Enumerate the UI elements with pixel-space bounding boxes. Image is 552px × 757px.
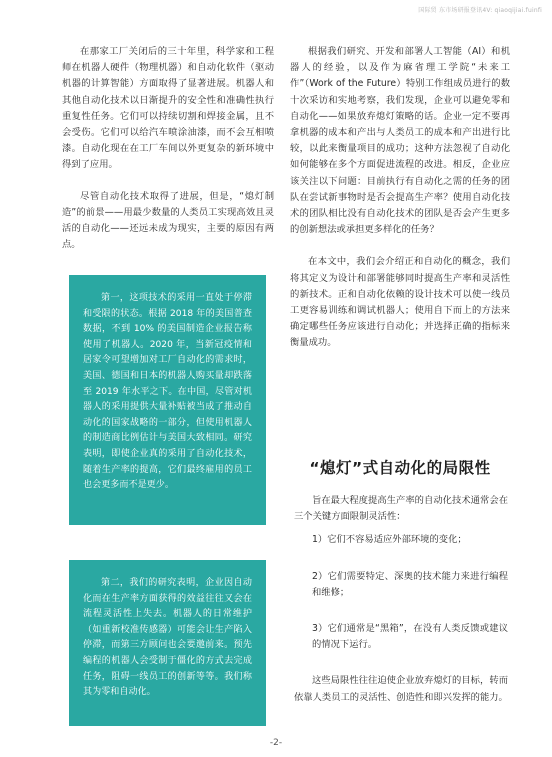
right-paragraph-1: 根据我们研究、开发和部署人工智能（AI）和机器人的经验，以及作为麻省理工学院“未来工作”（Work of the Future）特别工作组成员进行的数十次采访和实地考察，我们发现，企业可以避免零和自动化——如果放弃熄灯策略的话。企业一定不要再拿机器的成本和产出与人类员工的成本和产出进行比较，以此来衡量项目的成功；这种方法忽视了自动化如何能够在多个方面促进流程的改进。相反，企业应该关注以下问题：目前执行有自动化之需的任务的团队在尝试新事物时是否会提高生产率？使用自动化技术的团队相比没有自动化技术的团队是否会产生更多的创新想法或承担更多样化的任务？ (290, 46, 510, 236)
highlight-box-second (69, 560, 266, 726)
list-item-3: 3）它们通常是“黑箱”，在没有人类反馈或建议的情况下运行。 (312, 623, 508, 651)
highlight-box-first-text: 第一，这项技术的采用一直处于停滞和受限的状态。根据 2018 年的美国普查数据，不到 10% 的美国制造企业报告称使用了机器人。2020 年，当新冠疫情和居家令可望增加对工厂自动化的需求时，美国、德国和日本的机器人购买量却跌落至 2019 年水平之下。在中国，尽管对机器人的采用提供大量补贴被当成了推动自动化的国家战略的一部分，但使用机器人的制造商比例估计与美国大致相同。研究表明，即使企业真的采用了自动化技术，随着生产率的提高，它们最终雇用的员工也会更多而不是更少。 (83, 293, 252, 491)
right-paragraph-3: 旨在最大程度提高生产率的自动化技术通常会在三个关键方面限制灵活性： (294, 495, 508, 523)
right-paragraph-2: 在本文中，我们会介绍正和自动化的概念，我们将其定义为设计和部署能够同时提高生产率和灵活性的新技术。正和自动化依赖的设计技术可以使一线员工更容易训练和调试机器人；使用自下而上的方法来确定哪些任务应该进行自动化；并选择正确的指标来衡量成功。 (290, 256, 510, 349)
right-paragraph-4: 这些局限性往往迫使企业放弃熄灯的目标，转而依靠人类员工的灵活性、创造性和即兴发挥的能力。 (294, 675, 508, 703)
section-heading: “熄灯”式自动化的局限性 (309, 459, 491, 477)
page-number: -2- (269, 738, 283, 748)
left-paragraph-2: 尽管自动化技术取得了进展，但是，“熄灯制造”的前景——用最少数量的人类员工实现高效且灵活的自动化——还远未成为现实，主要的原因有两点。 (62, 190, 274, 251)
watermark: 国际贸 东市场研报登讯4V: qiaoqijiai.fuinfi (418, 7, 542, 14)
right-column-lower (294, 493, 508, 706)
list-item-1: 1）它们不容易适应外部环境的变化； (312, 534, 467, 546)
list-item-2: 2）它们需要特定、深奥的技术能力来进行编程和维修； (312, 570, 508, 598)
highlight-box-first (69, 275, 266, 525)
left-paragraph-1: 在那家工厂关闭后的三十年里，科学家和工程师在机器人硬件（物理机器）和自动化软件（驱动机器的计算智能）方面取得了显著进展。机器人和其他自动化技术以日渐提升的安全性和准确性执行重复性任务。它们可以持续切割和焊接金属，且不会受伤。它们可以给汽车喷涂油漆，而不会互相喷漆。自动化现在在工厂车间以外更复杂的新环境中得到了应用。 (62, 46, 274, 171)
highlight-box-second-text: 第二，我们的研究表明，企业因自动化而在生产率方面获得的效益往往又会在流程灵活性上失去。机器人的日常维护（如重新校准传感器）可能会让生产陷入停滞，而第三方顾问也会要邀前来。预先编程的机器人会受制于僵化的方式去完成任务，阻碍一线员工的创新等等。我们称其为零和自动化。 (83, 578, 252, 698)
right-column (290, 44, 510, 352)
left-column (62, 44, 274, 253)
